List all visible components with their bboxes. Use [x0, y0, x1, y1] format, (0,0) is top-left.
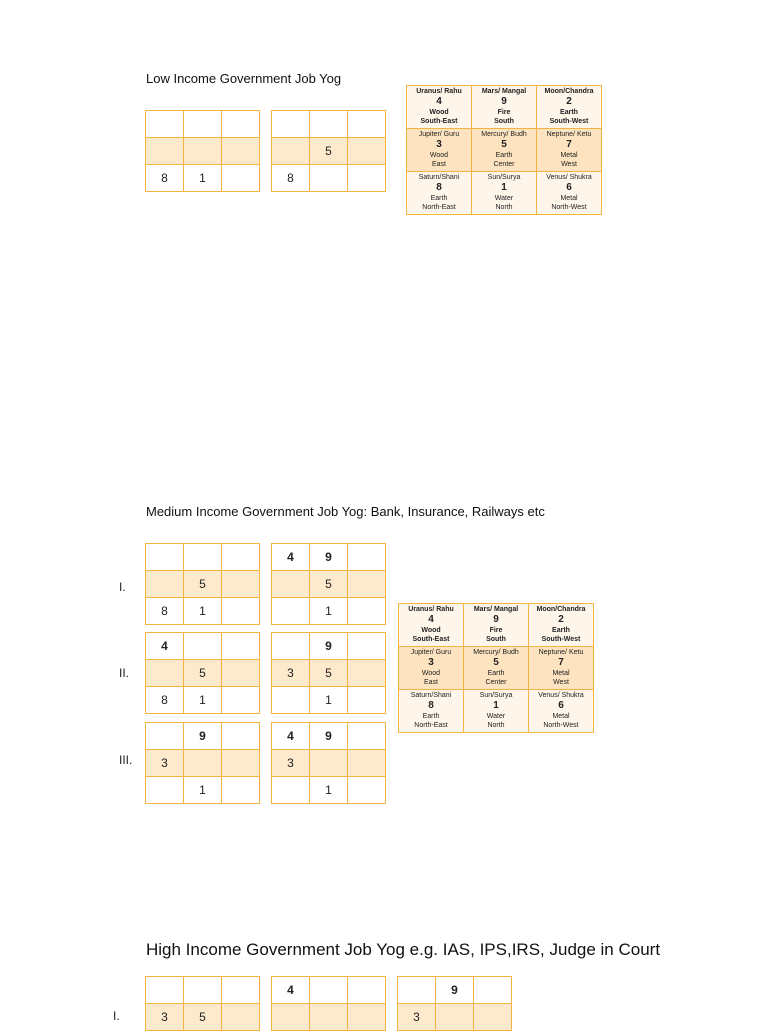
reference-cell [399, 647, 464, 690]
planet-number: 7 [558, 657, 564, 668]
planet-direction: North-East [422, 204, 456, 211]
planet-number: 1 [493, 700, 499, 711]
grid-cell [222, 1004, 260, 1031]
planet-name: Mercury/ Budh [473, 649, 519, 656]
grid-cell: 5 [310, 660, 348, 687]
grid-cell [222, 777, 260, 804]
grid-cell [272, 111, 310, 138]
grid-cell [184, 111, 222, 138]
reference-cell [529, 690, 594, 733]
planet-element: Metal [552, 670, 570, 677]
planet-number: 2 [566, 96, 572, 107]
low-income-heading: Low Income Government Job Yog [146, 71, 342, 86]
planet-element: Wood [421, 627, 441, 634]
planet-name: Jupiter/ Guru [418, 131, 460, 138]
grid-cell [222, 723, 260, 750]
grid-cell [348, 598, 386, 625]
planet-name: Moon/Chandra [544, 88, 594, 95]
grid-cell [272, 138, 310, 165]
grid-cell [348, 750, 386, 777]
grid-cell: 4 [272, 723, 310, 750]
planet-name: Neptune/ Ketu [546, 131, 592, 138]
planet-element: Earth [422, 713, 440, 720]
reference-cell [399, 604, 464, 647]
grid-cell [398, 977, 436, 1004]
planet-element: Fire [489, 627, 503, 634]
planet-name: Uranus/ Rahu [408, 606, 454, 613]
grid-cell [348, 687, 386, 714]
grid-cell [272, 777, 310, 804]
planet-element: Water [494, 195, 514, 202]
grid-cell: 4 [272, 544, 310, 571]
low-grid-a [145, 110, 260, 192]
planet-name: Jupiter/ Guru [410, 649, 452, 656]
planet-direction: North-West [543, 722, 579, 729]
planet-name: Sun/Surya [487, 174, 521, 181]
planet-number: 2 [558, 614, 564, 625]
reference-cell [464, 604, 529, 647]
grid-cell [348, 544, 386, 571]
planet-direction: South-West [549, 118, 589, 125]
planet-number: 6 [558, 700, 564, 711]
grid-cell [146, 571, 184, 598]
planet-number: 4 [428, 614, 434, 625]
planet-number: 7 [566, 139, 572, 150]
grid-cell [146, 544, 184, 571]
planet-reference-table [398, 603, 594, 733]
planet-direction: South-West [541, 636, 581, 643]
planet-name: Neptune/ Ketu [538, 649, 584, 656]
grid-cell [222, 750, 260, 777]
grid-cell: 1 [310, 598, 348, 625]
reference-cell [407, 129, 472, 172]
grid-cell: 8 [272, 165, 310, 192]
grid-cell: 8 [146, 165, 184, 192]
planet-element: Wood [421, 670, 441, 677]
planet-name: Mars/ Mangal [473, 606, 519, 613]
grid-cell [222, 687, 260, 714]
grid-cell [272, 633, 310, 660]
grid-cell [310, 165, 348, 192]
planet-direction: East [431, 161, 446, 168]
planet-element: Earth [560, 109, 578, 116]
planet-element: Water [486, 713, 506, 720]
medium-i-grid-a [145, 543, 260, 625]
planet-name: Mercury/ Budh [481, 131, 527, 138]
grid-cell [222, 138, 260, 165]
planet-direction: North-East [414, 722, 448, 729]
reference-cell [464, 647, 529, 690]
grid-cell [348, 571, 386, 598]
reference-cell [464, 690, 529, 733]
reference-cell [399, 690, 464, 733]
medium-income-heading: Medium Income Government Job Yog: Bank, Insurance, Railways etc [146, 504, 545, 519]
row-label: II. [119, 666, 130, 680]
planet-number: 6 [566, 182, 572, 193]
planet-direction: South-East [420, 118, 458, 125]
grid-cell: 1 [184, 777, 222, 804]
planet-direction: West [561, 161, 577, 168]
planet-name: Sun/Surya [479, 692, 513, 699]
planet-number: 3 [428, 657, 434, 668]
planet-direction: North [495, 204, 513, 211]
row-label: I. [119, 580, 126, 594]
planet-number: 8 [436, 182, 442, 193]
grid-cell: 9 [310, 544, 348, 571]
grid-cell [184, 977, 222, 1004]
medium-ii-grid-a [145, 632, 260, 714]
grid-cell: 8 [146, 598, 184, 625]
row-label: I. [113, 1009, 120, 1023]
planet-element: Earth [430, 195, 448, 202]
grid-cell [146, 977, 184, 1004]
grid-cell [222, 977, 260, 1004]
planet-direction: Center [493, 161, 515, 168]
planet-name: Saturn/Shani [418, 174, 460, 181]
grid-cell: 1 [184, 687, 222, 714]
grid-cell [272, 1004, 310, 1031]
grid-cell: 1 [184, 598, 222, 625]
grid-cell [348, 723, 386, 750]
planet-number: 9 [501, 96, 507, 107]
medium-iii-grid-a [145, 722, 260, 804]
reference-cell [537, 86, 602, 129]
grid-cell [184, 633, 222, 660]
row-label: III. [119, 753, 133, 767]
grid-cell [184, 750, 222, 777]
grid-cell [146, 111, 184, 138]
grid-cell [348, 165, 386, 192]
grid-cell: 9 [310, 723, 348, 750]
grid-cell: 8 [146, 687, 184, 714]
grid-cell [348, 977, 386, 1004]
planet-direction: North [487, 722, 505, 729]
planet-direction: Center [485, 679, 507, 686]
medium-iii-grid-b [271, 722, 386, 804]
high-i-grid-c [397, 976, 512, 1031]
grid-cell [146, 723, 184, 750]
grid-cell: 1 [310, 687, 348, 714]
high-i-grid-a [145, 976, 260, 1031]
low-grid-b [271, 110, 386, 192]
planet-direction: West [553, 679, 569, 686]
grid-cell [222, 165, 260, 192]
grid-cell [310, 750, 348, 777]
planet-element: Metal [560, 152, 578, 159]
grid-cell [222, 633, 260, 660]
planet-reference-table [406, 85, 602, 215]
grid-cell [146, 777, 184, 804]
grid-cell: 9 [310, 633, 348, 660]
planet-number: 4 [436, 96, 442, 107]
reference-cell [472, 172, 537, 215]
grid-cell: 9 [184, 723, 222, 750]
reference-cell [407, 86, 472, 129]
planet-element: Metal [560, 195, 578, 202]
planet-name: Uranus/ Rahu [416, 88, 462, 95]
grid-cell [348, 660, 386, 687]
grid-cell [348, 138, 386, 165]
grid-cell: 4 [272, 977, 310, 1004]
planet-number: 5 [501, 139, 507, 150]
grid-cell: 9 [436, 977, 474, 1004]
planet-element: Earth [552, 627, 570, 634]
high-income-heading: High Income Government Job Yog e.g. IAS, IPS,IRS, Judge in Court [146, 940, 661, 959]
grid-cell [222, 544, 260, 571]
planet-element: Wood [429, 109, 449, 116]
grid-cell [184, 138, 222, 165]
planet-element: Earth [495, 152, 513, 159]
planet-direction: South [494, 118, 514, 125]
grid-cell: 1 [310, 777, 348, 804]
medium-i-grid-b [271, 543, 386, 625]
grid-cell [310, 977, 348, 1004]
grid-cell [272, 598, 310, 625]
grid-cell [222, 660, 260, 687]
grid-cell [272, 571, 310, 598]
grid-cell: 5 [184, 571, 222, 598]
planet-name: Mars/ Mangal [481, 88, 527, 95]
planet-name: Venus/ Shukra [546, 174, 592, 181]
grid-cell: 3 [146, 1004, 184, 1031]
grid-cell [474, 1004, 512, 1031]
grid-cell [184, 544, 222, 571]
grid-cell: 5 [184, 1004, 222, 1031]
planet-number: 5 [493, 657, 499, 668]
planet-element: Wood [429, 152, 449, 159]
grid-cell [146, 660, 184, 687]
planet-name: Moon/Chandra [536, 606, 586, 613]
grid-cell: 1 [184, 165, 222, 192]
grid-cell [348, 111, 386, 138]
planet-number: 9 [493, 614, 499, 625]
planet-element: Fire [497, 109, 511, 116]
grid-cell [348, 1004, 386, 1031]
planet-name: Saturn/Shani [410, 692, 452, 699]
grid-cell: 5 [310, 138, 348, 165]
grid-cell [222, 111, 260, 138]
reference-cell [537, 172, 602, 215]
planet-name: Venus/ Shukra [538, 692, 584, 699]
planet-number: 8 [428, 700, 434, 711]
reference-cell [472, 86, 537, 129]
planet-direction: East [423, 679, 438, 686]
planet-direction: North-West [551, 204, 587, 211]
reference-cell [407, 172, 472, 215]
planet-element: Metal [552, 713, 570, 720]
grid-cell [146, 138, 184, 165]
high-i-grid-b [271, 976, 386, 1031]
reference-cell [529, 647, 594, 690]
grid-cell [474, 977, 512, 1004]
grid-cell [222, 571, 260, 598]
grid-cell: 5 [184, 660, 222, 687]
grid-cell: 3 [272, 660, 310, 687]
grid-cell: 5 [310, 571, 348, 598]
grid-cell: 3 [272, 750, 310, 777]
planet-direction: South-East [412, 636, 450, 643]
grid-cell [348, 633, 386, 660]
reference-cell [529, 604, 594, 647]
reference-cell [537, 129, 602, 172]
grid-cell [436, 1004, 474, 1031]
planet-number: 1 [501, 182, 507, 193]
planet-number: 3 [436, 139, 442, 150]
grid-cell [348, 777, 386, 804]
grid-cell [222, 598, 260, 625]
grid-cell: 4 [146, 633, 184, 660]
planet-element: Earth [487, 670, 505, 677]
grid-cell [310, 111, 348, 138]
grid-cell: 3 [146, 750, 184, 777]
reference-cell [472, 129, 537, 172]
planet-direction: South [486, 636, 506, 643]
grid-cell: 3 [398, 1004, 436, 1031]
medium-ii-grid-b [271, 632, 386, 714]
grid-cell [272, 687, 310, 714]
grid-cell [310, 1004, 348, 1031]
